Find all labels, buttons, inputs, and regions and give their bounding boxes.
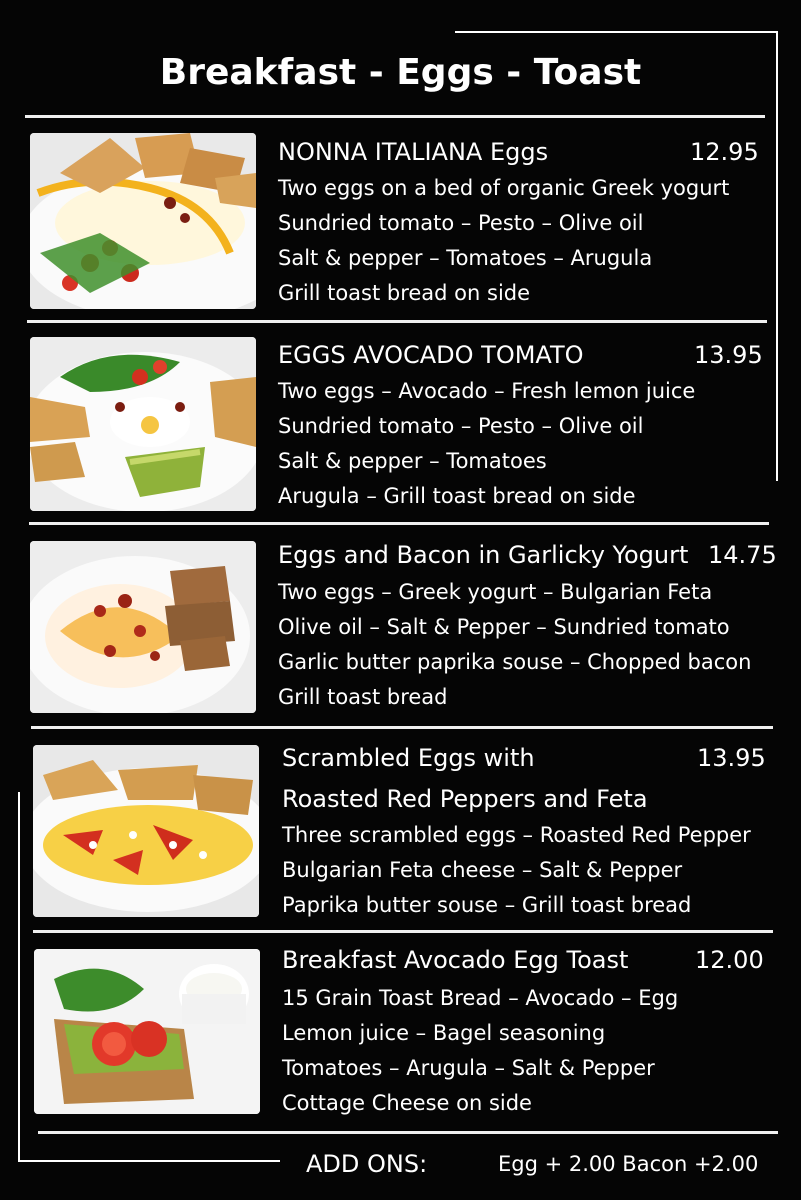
item-4-name-line-2: Roasted Red Peppers and Feta xyxy=(282,785,648,813)
item-1-line-3: Salt & pepper – Tomatoes – Arugula xyxy=(278,246,653,270)
addons-items: Egg + 2.00 Bacon +2.00 xyxy=(498,1152,759,1176)
item-2-line-4: Arugula – Grill toast bread on side xyxy=(278,484,636,508)
dish-photo-eggs-avocado-tomato xyxy=(30,337,256,511)
dish-photo-nonna-italiana xyxy=(30,133,256,309)
item-3-line-3: Garlic butter paprika souse – Chopped bacon xyxy=(278,650,752,674)
item-2-name: EGGS AVOCADO TOMATO xyxy=(278,341,584,369)
item-1-line-2: Sundried tomato – Pesto – Olive oil xyxy=(278,211,644,235)
dish-photo-avocado-egg-toast xyxy=(34,949,260,1114)
frame-left-line xyxy=(18,792,20,1162)
item-2-price: 13.95 xyxy=(694,341,763,369)
item-5-line-3: Tomatoes – Arugula – Salt & Pepper xyxy=(282,1056,655,1080)
dish-photo-eggs-bacon-yogurt xyxy=(30,541,256,713)
frame-right-line xyxy=(776,31,778,481)
item-divider xyxy=(38,1131,778,1134)
item-3-name: Eggs and Bacon in Garlicky Yogurt xyxy=(278,541,689,569)
item-divider xyxy=(33,930,773,933)
item-2-line-1: Two eggs – Avocado – Fresh lemon juice xyxy=(278,379,696,403)
item-5-line-2: Lemon juice – Bagel seasoning xyxy=(282,1021,606,1045)
dish-photo-scrambled-eggs-peppers-feta xyxy=(33,745,259,917)
item-divider xyxy=(31,726,773,729)
item-3-line-1: Two eggs – Greek yogurt – Bulgarian Feta xyxy=(278,580,713,604)
menu-title: Breakfast - Eggs - Toast xyxy=(159,52,642,93)
item-3-price: 14.75 xyxy=(708,541,777,569)
frame-top-line xyxy=(455,31,778,33)
item-4-line-1: Three scrambled eggs – Roasted Red Pepper xyxy=(282,823,751,847)
item-5-price: 12.00 xyxy=(695,946,764,974)
item-5-name: Breakfast Avocado Egg Toast xyxy=(282,946,629,974)
item-1-line-4: Grill toast bread on side xyxy=(278,281,531,305)
addons-label: ADD ONS: xyxy=(306,1150,428,1178)
title-divider xyxy=(25,115,765,118)
item-1-name: NONNA ITALIANA Eggs xyxy=(278,138,549,166)
item-2-line-2: Sundried tomato – Pesto – Olive oil xyxy=(278,414,644,438)
item-1-price: 12.95 xyxy=(690,138,759,166)
item-3-line-2: Olive oil – Salt & Pepper – Sundried tomato xyxy=(278,615,730,639)
item-1-line-1: Two eggs on a bed of organic Greek yogurt xyxy=(278,176,730,200)
item-4-price: 13.95 xyxy=(697,744,766,772)
item-divider xyxy=(27,320,767,323)
item-5-line-4: Cottage Cheese on side xyxy=(282,1091,532,1115)
item-divider xyxy=(29,522,769,525)
frame-bottom-line xyxy=(18,1160,280,1162)
item-4-name-line-1: Scrambled Eggs with xyxy=(282,744,535,772)
item-4-line-3: Paprika butter souse – Grill toast bread xyxy=(282,893,692,917)
item-5-line-1: 15 Grain Toast Bread – Avocado – Egg xyxy=(282,986,679,1010)
item-4-line-2: Bulgarian Feta cheese – Salt & Pepper xyxy=(282,858,683,882)
item-3-line-4: Grill toast bread xyxy=(278,685,448,709)
item-2-line-3: Salt & pepper – Tomatoes xyxy=(278,449,547,473)
